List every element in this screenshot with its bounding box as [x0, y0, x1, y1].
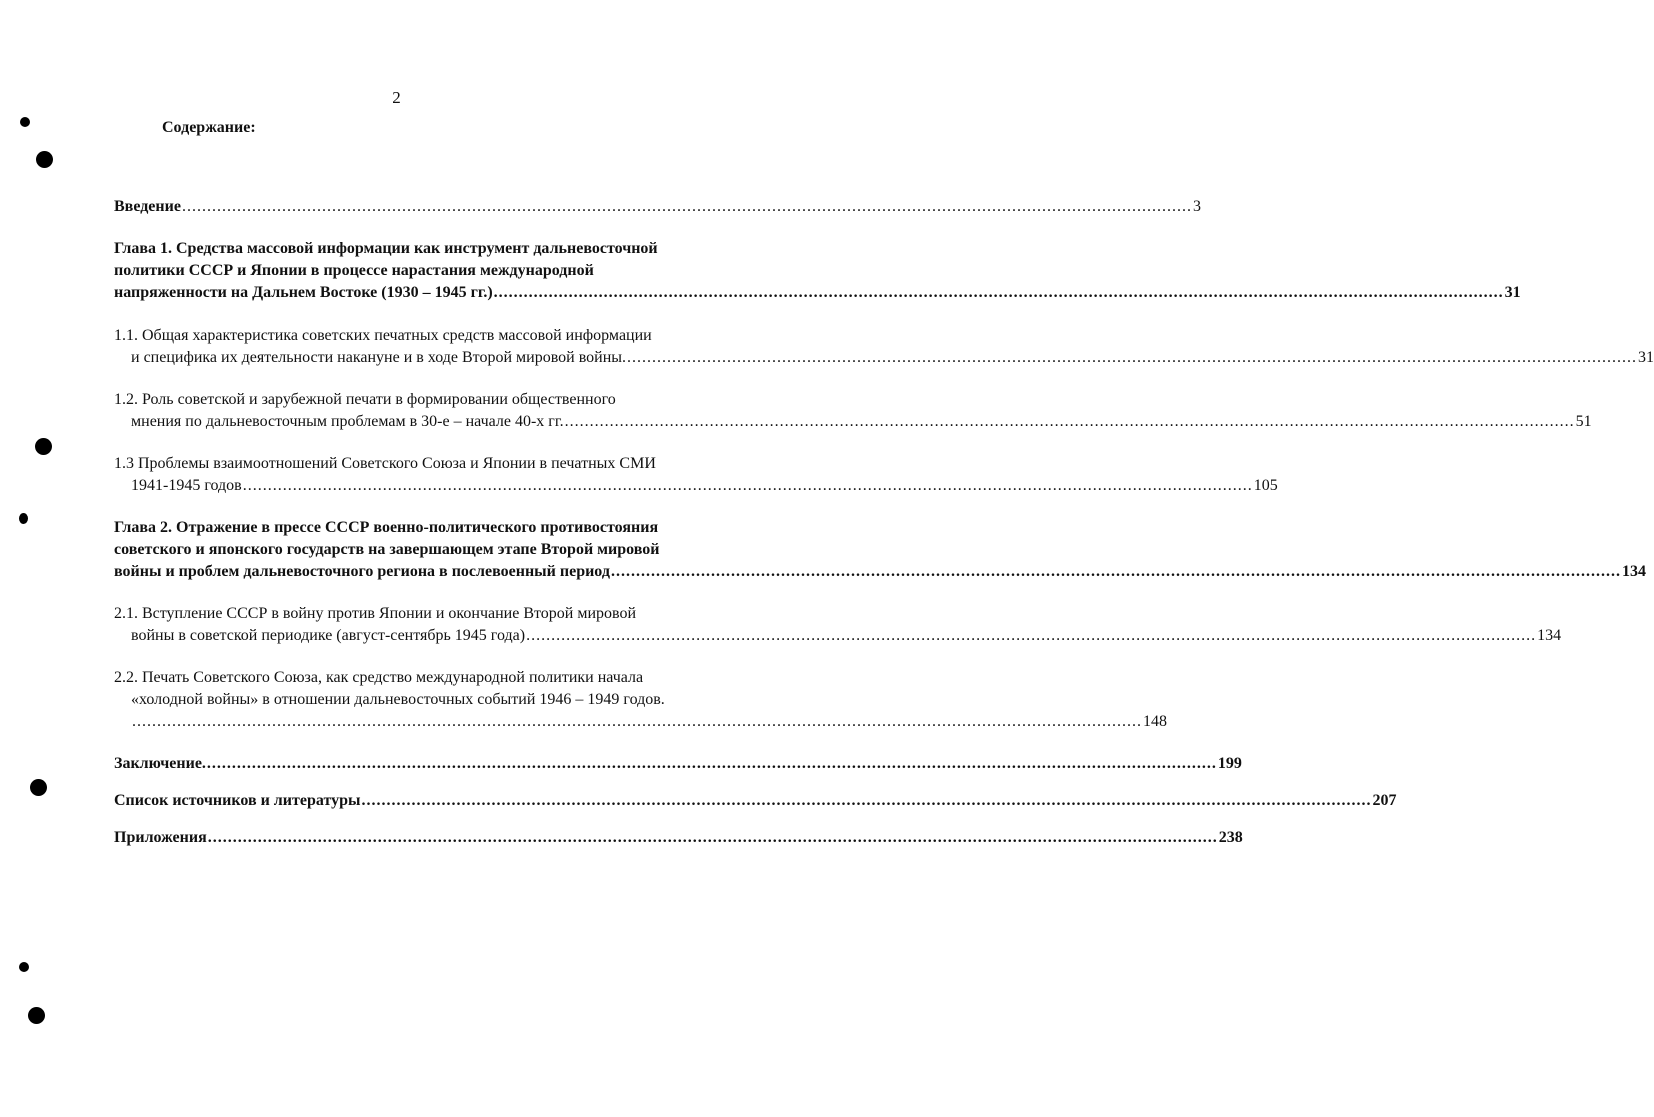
punch-hole — [30, 779, 47, 796]
toc-entry-page: 31 — [1638, 349, 1654, 366]
dot-leader: .......................................................................................................................................................................................................... — [564, 413, 1575, 430]
dot-leader: .......................................................................................................................................................................................................... — [242, 477, 1253, 494]
toc-entry-page: 238 — [1218, 829, 1243, 846]
toc-entry-line: 1.2. Роль советской и зарубежной печати в формировании общественного — [114, 391, 616, 408]
toc-entry-page: 148 — [1143, 713, 1167, 730]
punch-hole — [36, 151, 53, 168]
toc-entry-page: 207 — [1372, 792, 1397, 809]
toc-heading: Содержание: — [162, 119, 256, 136]
toc-entry-page: 105 — [1253, 477, 1278, 494]
punch-hole-mark — [19, 962, 29, 972]
toc-entry-section-2-1[interactable] — [114, 603, 1562, 647]
dot-leader: .......................................................................................................................................................................................................... — [627, 349, 1638, 366]
punch-hole — [28, 1007, 45, 1024]
toc-entry-line: Глава 2. Отражение в прессе СССР военно-политического противостояния — [114, 519, 659, 536]
dot-leader: .......................................................................................................................................................................................................... — [610, 563, 1621, 580]
toc-entry-title: Приложения — [114, 829, 207, 846]
dot-leader: .......................................................................................................................................................................................................... — [361, 792, 1372, 809]
toc-entry-page: 31 — [1504, 284, 1521, 301]
page-number: 2 — [392, 88, 401, 107]
toc-entry-line: Глава 1. Средства массовой информации как инструмент дальневосточной — [114, 240, 658, 257]
toc-entry-section-1-2[interactable] — [114, 389, 1592, 433]
table-of-contents — [114, 196, 1654, 849]
toc-entry-title: напряженности на Дальнем Востоке (1930 – 1945 гг.) — [114, 284, 493, 301]
dot-leader: .......................................................................................................................................................................................................... — [132, 713, 1142, 730]
toc-entry-introduction[interactable] — [114, 196, 1201, 218]
toc-entry-page: 134 — [1537, 627, 1562, 644]
toc-entry-title: 1941-1945 годов — [131, 477, 242, 494]
toc-entry-title: и специфика их деятельности накануне и в ходе Второй мировой войны. — [131, 349, 627, 366]
punch-hole-mark — [20, 117, 30, 127]
toc-entry-title: мнения по дальневосточным проблемам в 30-е – начале 40-х гг. — [131, 413, 564, 430]
toc-entry-title: Введение — [114, 198, 181, 215]
toc-entry-section-1-3[interactable] — [114, 453, 1278, 497]
punch-hole-mark — [19, 513, 28, 524]
toc-entry-line: 1.1. Общая характеристика советских печатных средств массовой информации — [114, 327, 652, 344]
toc-entry-title: войны и проблем дальневосточного региона в послевоенный период — [114, 563, 610, 580]
punch-hole — [35, 438, 52, 455]
toc-entry-title: Список источников и литературы — [114, 792, 361, 809]
toc-entry-title: войны в советской периодике (август-сентябрь 1945 года) — [131, 627, 526, 644]
toc-entry-appendices[interactable] — [114, 827, 1243, 849]
toc-entry-page: 51 — [1575, 413, 1592, 430]
dot-leader: .......................................................................................................................................................................................................... — [206, 755, 1217, 772]
dot-leader: .......................................................................................................................................................................................................... — [493, 284, 1504, 301]
toc-entry-line: советского и японского государств на завершающем этапе Второй мировой — [114, 541, 660, 558]
toc-entry-page: 134 — [1621, 563, 1646, 580]
toc-entry-line: 2.1. Вступление СССР в войну против Японии и окончание Второй мировой — [114, 605, 637, 622]
toc-entry-section-1-1[interactable] — [114, 325, 1654, 369]
toc-entry-sources[interactable] — [114, 790, 1397, 812]
dot-leader: .......................................................................................................................................................................................................... — [181, 198, 1192, 215]
toc-entry-line: «холодной войны» в отношении дальневосточных событий 1946 – 1949 годов. — [131, 691, 665, 708]
toc-entry-page: 199 — [1217, 755, 1242, 772]
toc-entry-line: 2.2. Печать Советского Союза, как средство международной политики начала — [114, 669, 644, 686]
toc-entry-line: политики СССР и Японии в процессе нарастания международной — [114, 262, 594, 279]
toc-entry-chapter-2[interactable] — [114, 517, 1646, 583]
toc-entry-conclusion[interactable] — [114, 753, 1242, 775]
toc-entry-title: Заключение. — [114, 755, 206, 772]
toc-entry-line: 1.3 Проблемы взаимоотношений Советского Союза и Японии в печатных СМИ — [114, 455, 656, 472]
toc-entry-chapter-1[interactable] — [114, 238, 1521, 304]
dot-leader: .......................................................................................................................................................................................................... — [526, 627, 1537, 644]
toc-entry-page: 3 — [1192, 198, 1201, 215]
toc-entry-section-2-2[interactable] — [114, 667, 1167, 733]
dot-leader: .......................................................................................................................................................................................................... — [207, 829, 1218, 846]
